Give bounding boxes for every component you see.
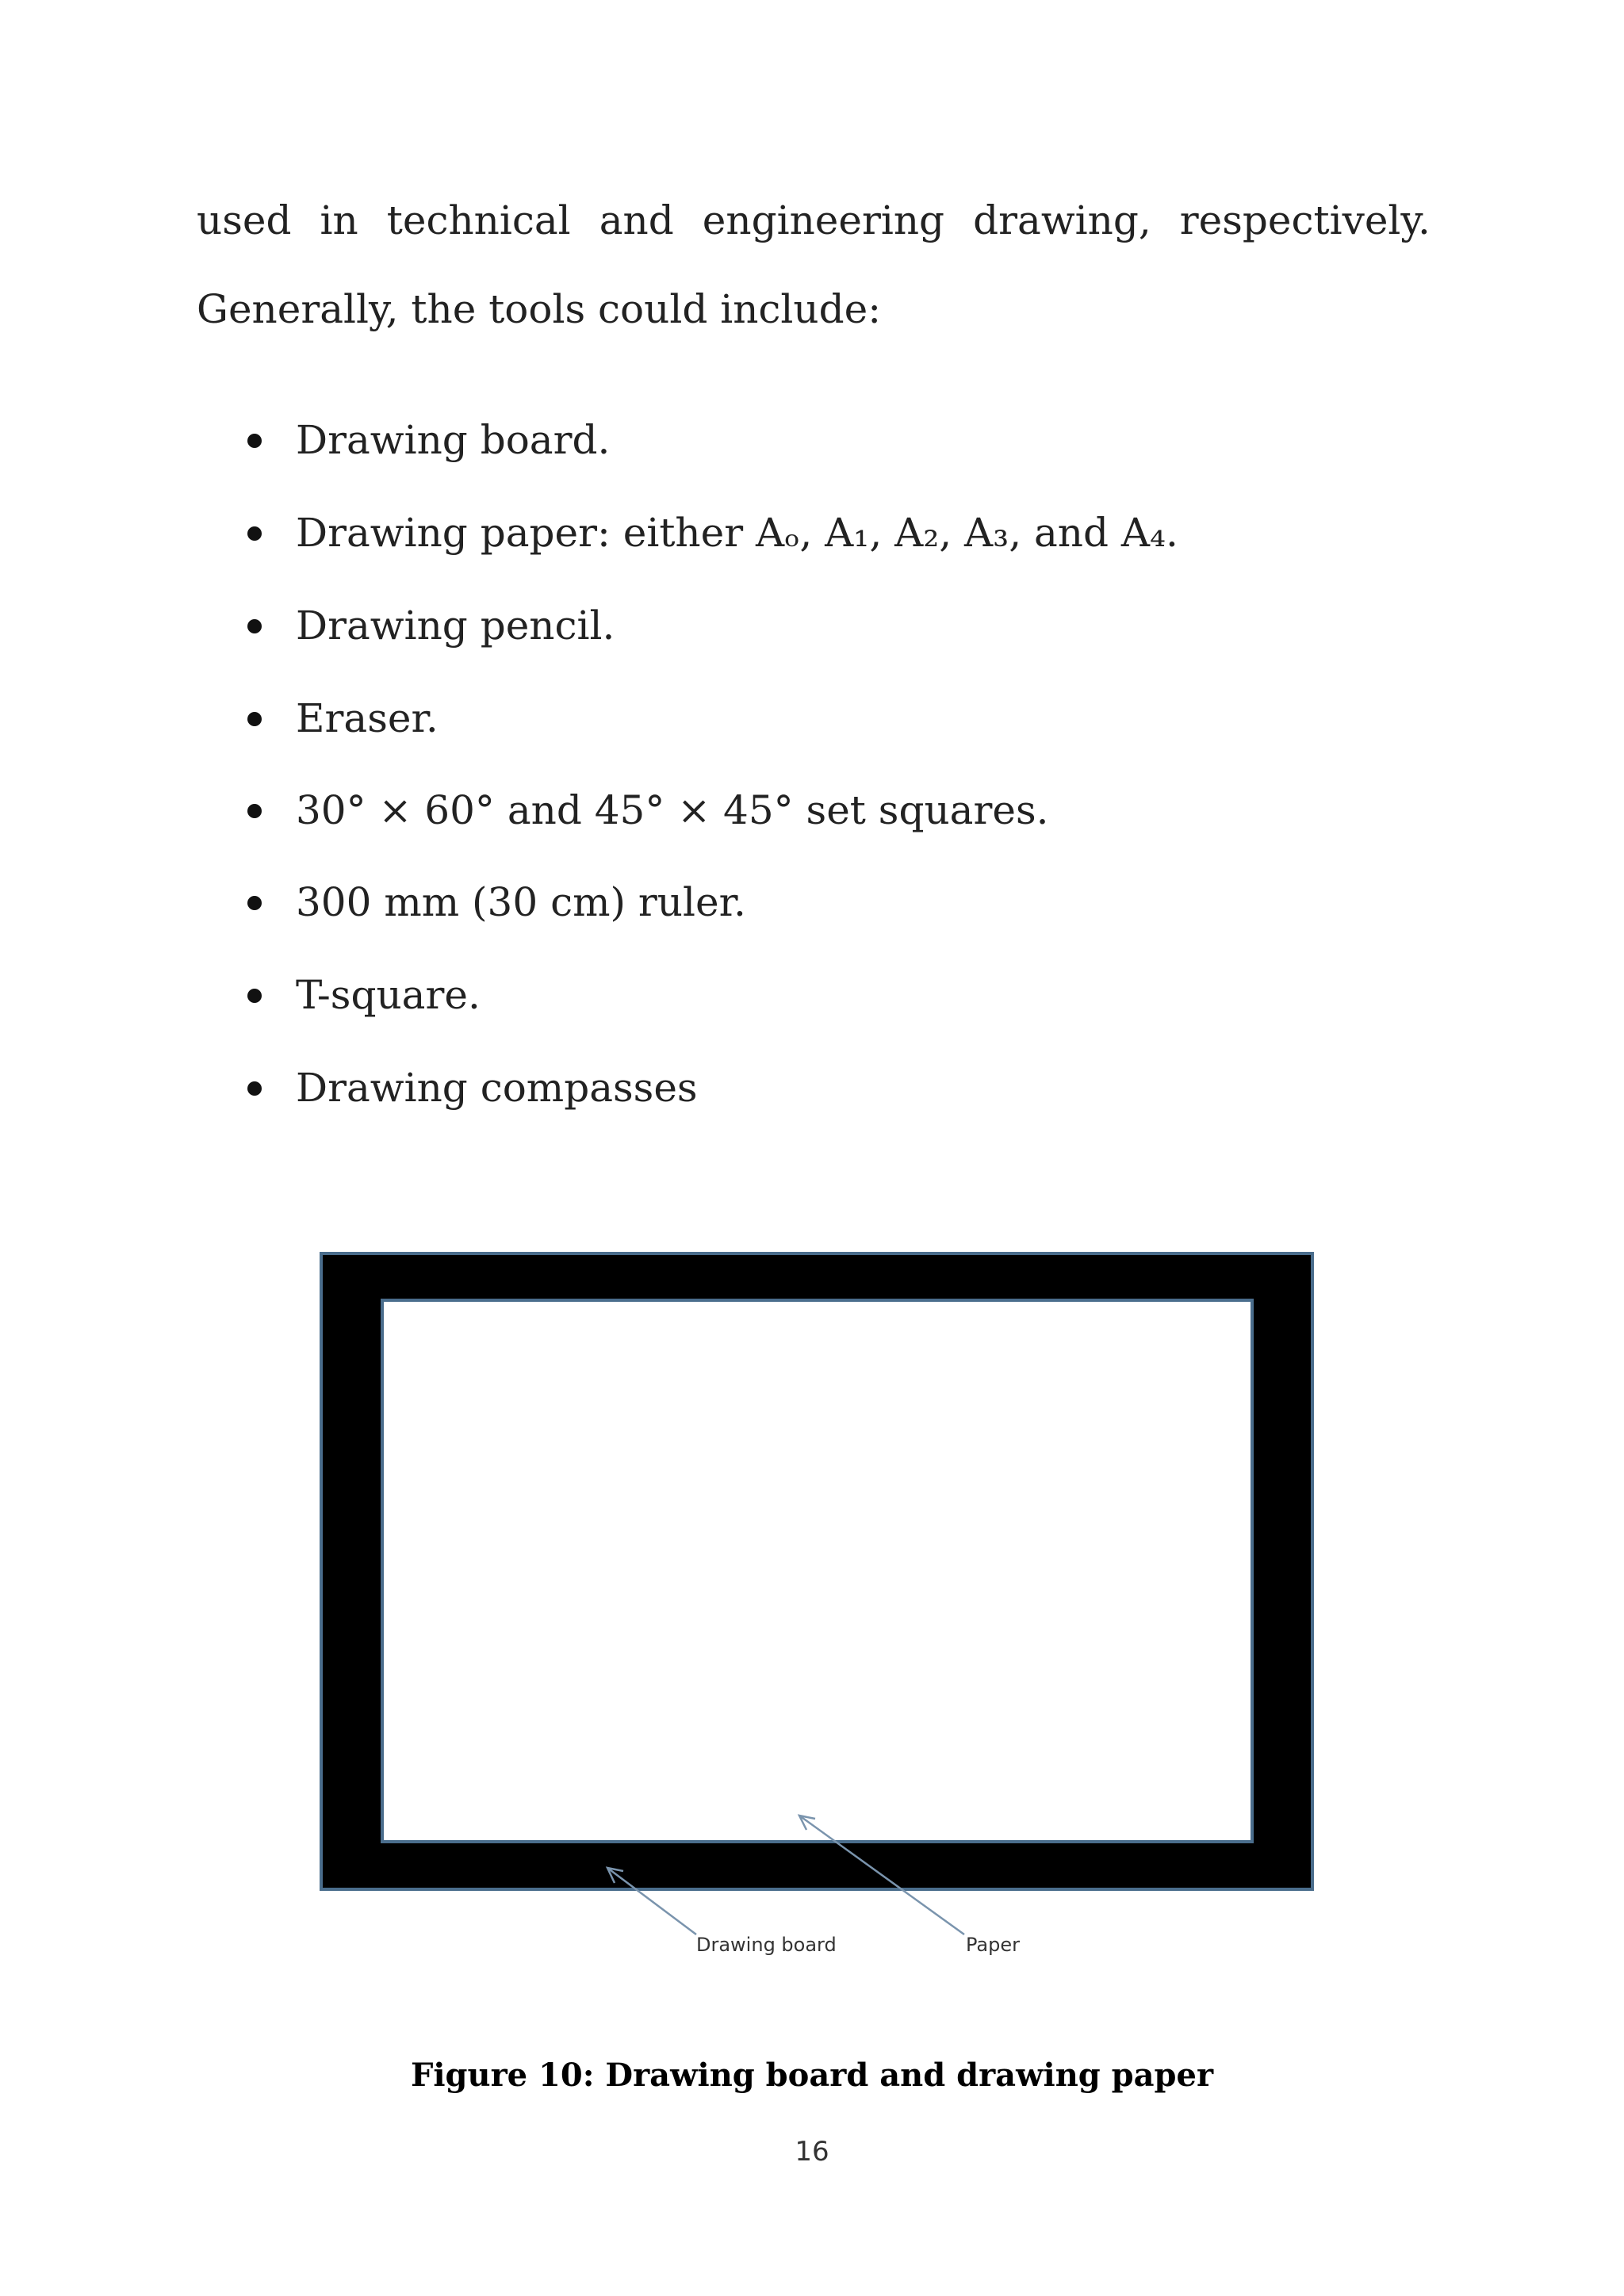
list-item [0,963,1427,1027]
word: engineering [702,197,945,243]
bullet-icon [247,804,262,818]
list-item-text: Eraser. [296,695,439,741]
paper-shape [382,1300,1252,1842]
page-number: 16 [795,2136,829,2168]
paper-arrow [799,1816,964,1934]
bullet-icon [247,712,262,726]
drawing-board-shape [321,1253,1312,1889]
word: technical [386,197,571,243]
word: and [599,197,674,243]
word: in [320,197,358,243]
list-item [0,779,1427,842]
paper-label: Paper [966,1934,1020,1956]
bullet-icon [247,434,262,448]
list-item [0,687,1427,750]
figure-caption: Figure 10: Drawing board and drawing paper [410,2057,1214,2094]
bullet-icon [247,989,262,1003]
word: respectively. [1179,197,1431,243]
list-item-text: 30° × 60° and 45° × 45° set squares. [296,787,1049,833]
paragraph-line-1 [197,176,1431,265]
bullet-icon [247,1081,262,1096]
bullet-icon [247,896,262,910]
list-item [0,871,1427,934]
drawing-board-label: Drawing board [696,1934,837,1956]
list-item [0,501,1427,564]
word: used [197,197,292,243]
list-item [0,1056,1427,1119]
bullet-icon [247,619,262,633]
paragraph-line-2: Generally, the tools could include: [197,286,882,332]
list-item-text: Drawing paper: either Aₒ, A₁, A₂, A₃, and A₄. [296,510,1178,556]
list-item-text: Drawing board. [296,417,611,463]
bullet-icon [247,526,262,541]
word: drawing, [973,197,1151,243]
list-item-text: Drawing pencil. [296,603,615,649]
list-item [0,408,1427,472]
list-item [0,594,1427,657]
list-item-text: Drawing compasses [296,1065,698,1111]
list-item-text: 300 mm (30 cm) ruler. [296,879,746,925]
board-arrow [607,1868,696,1934]
list-item-text: T-square. [296,972,481,1018]
